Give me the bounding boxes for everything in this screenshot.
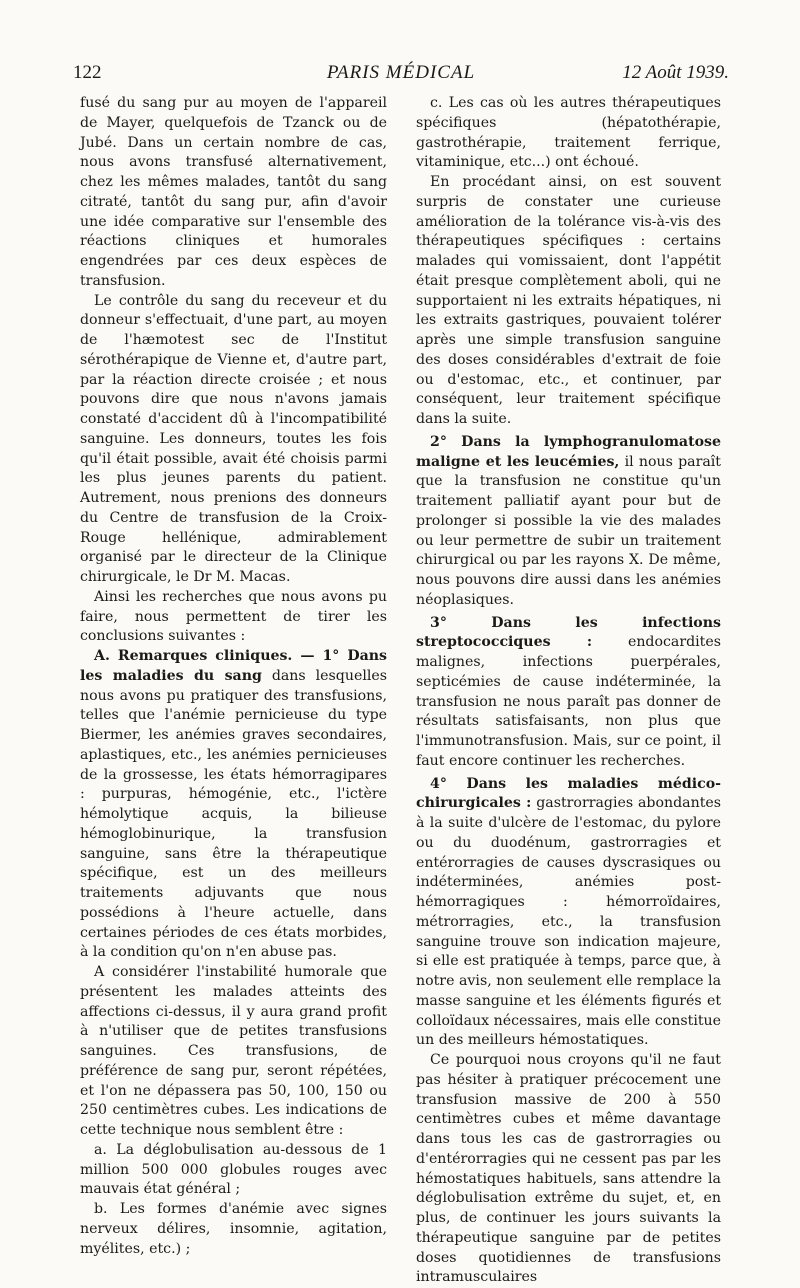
issue-date: 12 Août 1939. xyxy=(622,62,729,83)
list-item: c. Les cas où les autres thérapeutiques spécifiques (hépatothérapie, gastrothérapie, traitement ferrique, vitaminique, etc...) ont échoué. xyxy=(416,95,721,171)
left-column xyxy=(80,94,387,1259)
paragraph: 3° Dans les infections streptococciques : endocardites malignes, infections puerpérales, septicémies de cause indéterminée, la transfusion ne nous paraît pas donner de résultats satisfaisants, non plus que l'immunotransfusion. Mais, sur ce point, il faut encore continuer les recherches. xyxy=(416,614,721,769)
list-item: a. La déglobulisation au-dessous de 1 million 500 000 globules rouges avec mauvais état général ; xyxy=(80,1141,387,1198)
page-number: 122 xyxy=(73,62,102,83)
paragraph: A considérer l'instabilité humorale que présentent les malades atteints des affections ci-dessus, il y aura grand profit à n'utiliser que de petites transfusions sanguines. Ces transfusions, de préférence de sang pur, seront répétées, et l'on ne dépassera pas 50, 100, 150 ou 250 centimètres cubes. Les indications de cette technique nous semblent être : xyxy=(80,964,387,1138)
section-heading: 2° Dans la lymphogranulomatose maligne et les leucémies, xyxy=(416,433,721,470)
right-column xyxy=(416,94,721,1288)
paragraph: 4° Dans les maladies médico-chirurgicales : gastrorragies abondantes à la suite d'ulcère de l'estomac, du pylore ou du duodénum, gastrorragies et entérorragies de causes dyscrasiques ou indéterminées, anémies post-hémorragiques : hémorroïdaires, métrorragies, etc., la transfusion sanguine trouve son indication majeure, si elle est pratiquée à temps, parce que, à notre avis, non seulement elle remplace la masse sanguine et les éléments figurés et colloïdaux nécessaires, mais elle constitue un des meilleurs hémostatiques. xyxy=(416,775,721,1049)
section-heading: A. Remarques cliniques. — 1° Dans les maladies du sang xyxy=(80,648,387,684)
paragraph: Le contrôle du sang du receveur et du donneur s'effectuait, d'une part, au moyen de l'hæmotest sec de l'Institut sérothérapique de Vienne et, d'autre part, par la réaction directe croisée ; et nous pouvons dire que nous n'avons jamais constaté d'accident dû à l'incompatibilité sanguine. Les donneurs, toutes les fois qu'il était possible, avait été choisis parmi les plus jeunes parents du patient. Autrement, nous prenions des donneurs du Centre de transfusion de la Croix-Rouge hellénique, admirablement organisé par le directeur de la Clinique chirurgicale, le Dr M. Macas. xyxy=(80,292,387,585)
paragraph: Ainsi les recherches que nous avons pu faire, nous permettent de tirer les conclusions suivantes : xyxy=(80,588,387,645)
paragraph: Ce pourquoi nous croyons qu'il ne faut pas hésiter à pratiquer précocement une transfusion massive de 200 à 550 centimètres cubes et même davantage dans tous les cas de gastrorragies ou d'entérorragies qui ne cessent pas par les hémostatiques habituels, sans attendre la déglobulisation extrême du sujet, et, en plus, de continuer les jours suivants la thérapeutique sanguine par de petites doses quotidiennes de transfusions intramusculaires xyxy=(416,1052,721,1286)
running-header xyxy=(73,62,729,88)
journal-title: PARIS MÉDICAL xyxy=(326,62,476,83)
paragraph: En procédant ainsi, on est souvent surpris de constater une curieuse amélioration de la tolérance vis-à-vis des thérapeutiques spécifiques : certains malades qui vomissaient, dont l'appétit était presque complètement aboli, qui ne supportaient ni les extraits hépatiques, ni les extraits gastriques, pouvaient tolérer après une simple transfusion sanguine des doses considérables d'extrait de foie ou d'estomac, etc., et continuer, par conséquent, leur traitement spécifique dans la suite. xyxy=(416,174,721,427)
section-heading: 3° Dans les infections streptococciques : xyxy=(416,614,721,651)
paragraph: A. Remarques cliniques. — 1° Dans les maladies du sang dans lesquelles nous avons pu pratiquer des transfusions, telles que l'anémie pernicieuse du type Biermer, les anémies graves secondaires, aplastiques, etc., les anémies pernicieuses de la grossesse, les états hémorragipares : purpuras, hémogénie, etc., l'ictère hémolytique acquis, la bilieuse hémoglobinurique, la transfusion sanguine, sans être la thérapeutique spécifique, est un des meilleurs traitements adjuvants que nous possédions à l'heure actuelle, dans certaines périodes de ces états morbides, à la condition qu'on n'en abuse pas. xyxy=(80,648,387,961)
paragraph: 2° Dans la lymphogranulomatose maligne et les leucémies, il nous paraît que la transfusion ne constitue qu'un traitement palliatif ayant pour but de prolonger si possible la vie des malades ou leur permettre de subir un traitement chirurgical ou par les rayons X. De même, nous pouvons dire aussi dans les anémies néoplasiques. xyxy=(416,433,721,608)
paragraph: fusé du sang pur au moyen de l'appareil de Mayer, quelquefois de Tzanck ou de Jubé. Dans un certain nombre de cas, nous avons transfusé alternativement, chez les mêmes malades, tantôt du sang citraté, tantôt du sang pur, afin d'avoir une idée comparative sur l'ensemble des réactions cliniques et humorales engendrées par ces deux espèces de transfusion. xyxy=(80,95,387,289)
list-item: b. Les formes d'anémie avec signes nerveux délires, insomnie, agitation, myélites, etc.) ; xyxy=(80,1201,387,1257)
section-heading: 4° Dans les maladies médico-chirurgicales : xyxy=(416,775,721,812)
